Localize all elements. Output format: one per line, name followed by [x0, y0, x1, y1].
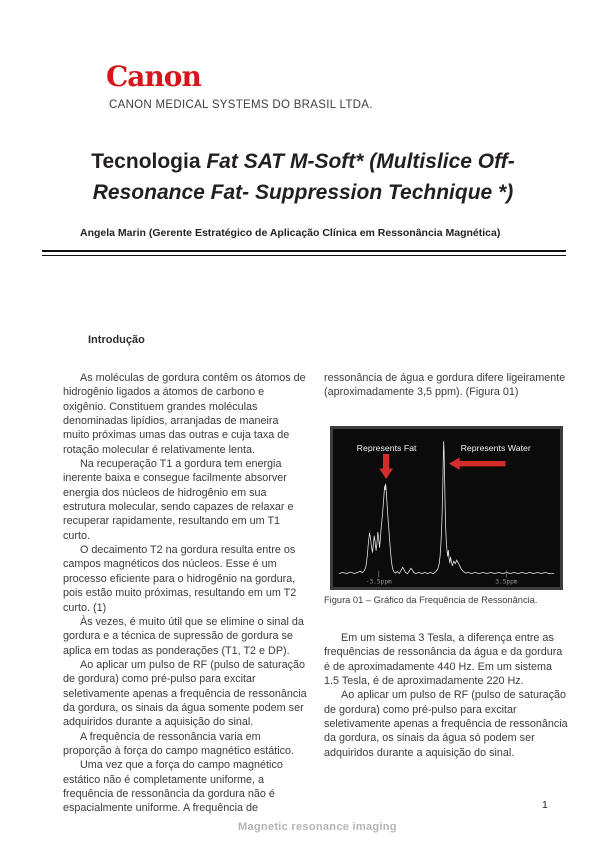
paragraph: O decaimento T2 na gordura resulta entre os campos magnéticos dos núcleos. Esse é um processo eficiente para o hidrogênio na gordura, pois estão muito próximas, resultando em um T2 curto. (1) — [63, 544, 297, 614]
spectrum-trace — [339, 441, 554, 573]
paragraph: Uma vez que a força do campo magnético estático não é completamente uniforme, a frequência de ressonância da gordura não é espacialmente uniforme. A frequência de — [63, 759, 283, 815]
title-italic-1: Fat SAT M-Soft* (Multislice Off- — [206, 150, 515, 173]
title-line-2 — [30, 177, 576, 208]
paragraph: Ao aplicar um pulso de RF (pulso de saturação de gordura) como pré-pulso para excitar seletivamente apenas a frequência de ressonância da gordura, os sinais da água só podem ser adquiridos durante a aquisição do sinal. — [324, 689, 568, 759]
paragraph: Em um sistema 3 Tesla, a diferença entre as frequências de ressonância da água e da gordura é de aproximadamente 440 Hz. Em um sistema 1.5 Tesla, é de aproximadamente 220 Hz. — [324, 632, 563, 688]
page-number: 1 — [542, 799, 548, 811]
paragraph: Às vezes, é muito útil que se elimine o sinal da gordura e a técnica de supressão de gordura se aplica em todas as ponderações (T1, T2 e DP). — [63, 615, 304, 657]
header-divider — [42, 250, 566, 256]
fat-arrow-down-icon — [379, 454, 393, 479]
author-line: Angela Marin (Gerente Estratégico de Aplicação Clínica em Ressonância Magnética) — [80, 227, 501, 239]
label-represents-water: Represents Water — [460, 442, 531, 453]
water-arrow-left-icon — [449, 457, 506, 470]
figure-01-spectrum — [330, 426, 563, 590]
body-column-left — [63, 371, 307, 816]
footer-text: Magnetic resonance imaging — [238, 821, 397, 833]
section-heading-introducao: Introdução — [88, 334, 145, 346]
resonance-frequency-chart — [333, 429, 560, 587]
title-italic-2: Resonance Fat- Suppression Technique *) — [92, 181, 514, 204]
paragraph: ressonância de água e gordura difere ligeiramente (aproximadamente 3,5 ppm). (Figura 01) — [324, 372, 566, 399]
right-column-paragraphs — [324, 631, 568, 760]
axis-label-3-5ppm: 3.5ppm — [495, 578, 518, 586]
body-column-right — [324, 371, 568, 760]
axis-label-minus-3-5ppm: -3.5ppm — [365, 578, 392, 586]
label-represents-fat: Represents Fat — [356, 442, 417, 453]
figure-caption: Figura 01 – Gráfico da Frequência de Ressonância. — [324, 594, 538, 605]
paragraph: A frequência de ressonância varia em proporção à força do campo magnético estático. — [63, 730, 295, 757]
paragraph: As moléculas de gordura contêm os átomos de hidrogênio ligados a átomos de carbono e oxigênio. Constituem grandes moléculas denominadas lipídios, arranjadas de maneira muito próximas umas das outras e cuja taxa de rotação molecular é relativamente lenta. — [63, 372, 306, 456]
canon-logo: Canon — [106, 60, 201, 93]
company-name: CANON MEDICAL SYSTEMS DO BRASIL LTDA. — [109, 99, 373, 111]
title-line-1 — [30, 146, 576, 177]
title-prefix: Tecnologia — [91, 150, 207, 173]
paragraph: Ao aplicar um pulso de RF (pulso de saturação de gordura) como pré-pulso para excitar seletivamente apenas a frequência de ressonância da gordura, os sinais da água somente podem ser adquiridos durante a aquisição do sinal. — [63, 658, 307, 729]
document-title — [30, 146, 576, 208]
paragraph: Na recuperação T1 a gordura tem energia inerente baixa e consegue facilmente absorver energia dos núcleos de hidrogênio em sua estrutura molecular, sendo capazes de relaxar e recuperar rapidamente, resultando em um T1 curto. — [63, 458, 294, 542]
